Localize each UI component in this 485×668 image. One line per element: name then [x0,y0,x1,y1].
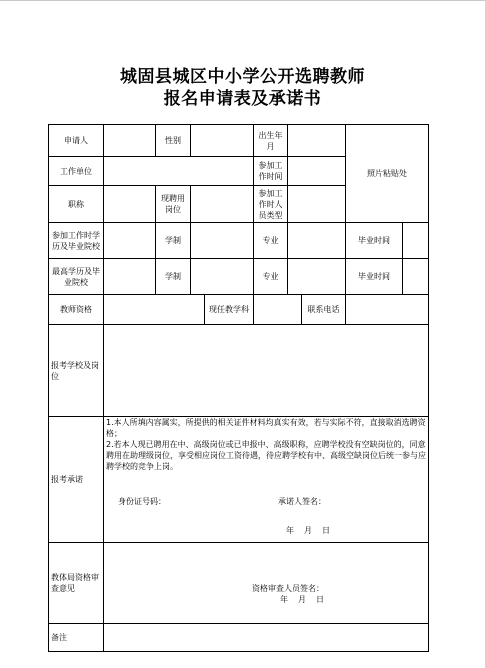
pledger-signature-label: 承诺人签名： [278,497,326,506]
label-first-edu: 参加工作时学历及毕业院校 [49,223,104,259]
review-section[interactable] [104,543,429,624]
label-work-start: 参加工作时间 [254,157,288,186]
title-rank-field[interactable] [104,186,156,223]
label-current-post: 现聘用岗位 [156,186,191,223]
highest-edu-field[interactable] [104,259,156,295]
first-major-field[interactable] [288,223,346,259]
label-title-rank: 职称 [49,186,104,223]
label-teacher-qual: 教师资格 [49,295,104,325]
form-subtitle: 报名申请表及承诺书 [163,89,322,109]
reviewer-signature-label: 资格审查人员签名： [252,584,324,593]
label-review: 教体局资格审查意见 [49,543,104,624]
label-remarks: 备注 [49,624,104,652]
current-post-field[interactable] [191,186,254,223]
apply-school-field[interactable] [104,325,429,417]
highest-major-field[interactable] [288,259,346,295]
photo-area: 照片粘贴处 [346,125,429,223]
pledge-section [104,417,429,543]
birth-field[interactable] [288,125,346,157]
application-form-table [48,124,429,652]
label-current-subject: 现任教学科 [205,295,254,325]
teacher-qual-field[interactable] [104,295,205,325]
page-top-border [0,0,485,1]
label-applicant: 申请人 [49,125,104,157]
label-apply-school: 报考学校及岗位 [49,325,104,417]
applicant-field[interactable] [104,125,156,157]
form-title: 城固县城区中小学公开选聘教师 [120,67,365,87]
label-highest-major: 专业 [254,259,288,295]
work-unit-field[interactable] [104,157,254,186]
first-edu-field[interactable] [104,223,156,259]
pledge-signature-row [106,496,426,507]
label-birth: 出生年月 [254,125,288,157]
label-pledge: 报考承诺 [49,417,104,543]
label-highest-grad-time: 毕业时间 [346,259,403,295]
label-gender: 性别 [156,125,191,157]
pledge-date: 年 月 日 [286,526,331,535]
label-highest-edu: 最高学历及毕业院校 [49,259,104,295]
pledge-item-1: 1.本人所填内容属实，所提供的相关证件材料均真实有效，若与实际不符，直接取消选聘资格； [106,418,426,438]
first-grad-time-field[interactable] [403,223,429,259]
label-first-major: 专业 [254,223,288,259]
review-date: 年 月 日 [280,595,325,604]
work-start-field[interactable] [288,157,346,186]
gender-field[interactable] [191,125,254,157]
label-work-unit: 工作单位 [49,157,104,186]
label-first-study-system: 学制 [156,223,191,259]
remarks-field[interactable] [104,624,429,652]
label-first-grad-time: 毕业时间 [346,223,403,259]
label-personnel-type: 参加工作时人员类型 [254,186,288,223]
label-highest-study-system: 学制 [156,259,191,295]
label-phone: 联系电话 [302,295,346,325]
highest-grad-time-field[interactable] [403,259,429,295]
current-subject-field[interactable] [254,295,302,325]
phone-field[interactable] [346,295,429,325]
pledge-item-2: 2.若本人现已聘用在中、高级岗位或已申报中、高级职称，应聘学校没有空缺岗位的，同意聘用在助理级岗位，享受相应岗位工资待遇，待应聘学校有中、高级空缺岗位后统一参与应聘学校的竞争上岗。 [106,440,426,471]
personnel-type-field[interactable] [288,186,346,223]
id-number-label: 身份证号码： [118,497,166,506]
highest-study-system-field[interactable] [191,259,254,295]
first-study-system-field[interactable] [191,223,254,259]
